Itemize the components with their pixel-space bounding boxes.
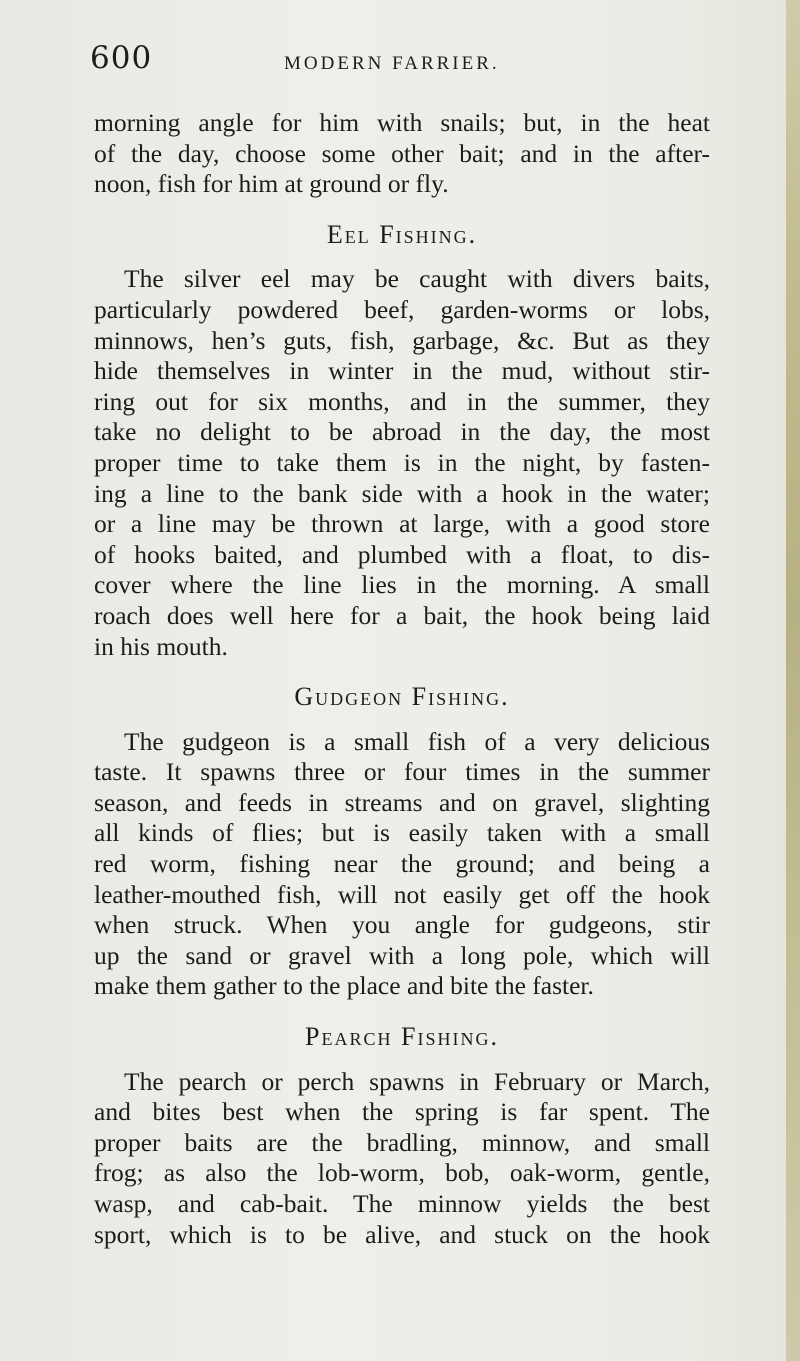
page-body [94,108,710,1250]
section-heading-pearch: Pearch Fishing. [305,1022,499,1052]
text-line: noon, fish for him at ground or fly. [94,169,449,199]
text-line: up the sand or gravel with a long pole, which will [94,940,710,970]
text-line: frog; as also the lob-worm, bob, oak-worm, gentle, [94,1158,710,1188]
text-line: or a line may be thrown at large, with a good store [94,509,710,539]
text-line: all kinds of flies; but is easily taken with a small [94,818,710,848]
text-line: leather-mouthed fish, will not easily get off the hook [94,879,710,909]
section-heading-gudgeon: Gudgeon Fishing. [294,682,510,712]
text-line: in his mouth. [94,631,228,661]
text-line: hide themselves in winter in the mud, without stir- [94,356,710,386]
text-line: and bites best when the spring is far spent. The [94,1097,710,1127]
pearch-paragraph [94,1067,710,1251]
eel-paragraph [94,264,710,662]
page-header [90,40,710,90]
text-line: sport, which is to be alive, and stuck on the hook [94,1219,710,1249]
text-line: particularly powdered beef, garden-worms or lobs, [94,294,710,324]
text-line: take no delight to be abroad in the day, the most [94,417,710,447]
page-number: 600 [90,40,153,76]
text-line: morning angle for him with snails; but, in the heat [94,108,710,137]
text-line: of hooks baited, and plumbed with a float, to dis- [94,539,710,569]
text-line: make them gather to the place and bite the faster. [94,971,594,1001]
text-line: taste. It spawns three or four times in the summer [94,757,710,787]
section-heading-eel: Eel Fishing. [326,219,478,249]
text-line: The silver eel may be caught with divers baits, [124,264,710,294]
text-line: season, and feeds in streams and on gravel, slighting [94,787,710,817]
text-line: wasp, and cab-bait. The minnow yields the best [94,1189,710,1218]
text-line: proper baits are the bradling, minnow, and small [94,1127,710,1157]
text-line: of the day, choose some other bait; and in the after- [94,138,710,168]
text-line: red worm, fishing near the ground; and being a [94,849,710,879]
text-line: ing a line to the bank side with a hook in the water; [94,478,710,508]
text-line: minnows, hen’s guts, fish, garbage, &c. But as they [94,325,710,355]
text-line: ring out for six months, and in the summer, they [94,386,710,416]
text-line: when struck. When you angle for gudgeons, stir [94,910,710,940]
running-head: MODERN FARRIER. [284,53,500,74]
text-line: The pearch or perch spawns in February or March, [124,1066,710,1096]
page-edge-stain [786,0,800,1361]
text-line: proper time to take them is in the night, by fasten- [94,447,710,477]
intro-paragraph [94,108,710,200]
gudgeon-paragraph [94,727,710,1002]
text-line: The gudgeon is a small fish of a very delicious [124,726,710,756]
text-line: cover where the line lies in the morning. A small [94,570,710,600]
text-line: roach does well here for a bait, the hook being laid [94,600,710,630]
